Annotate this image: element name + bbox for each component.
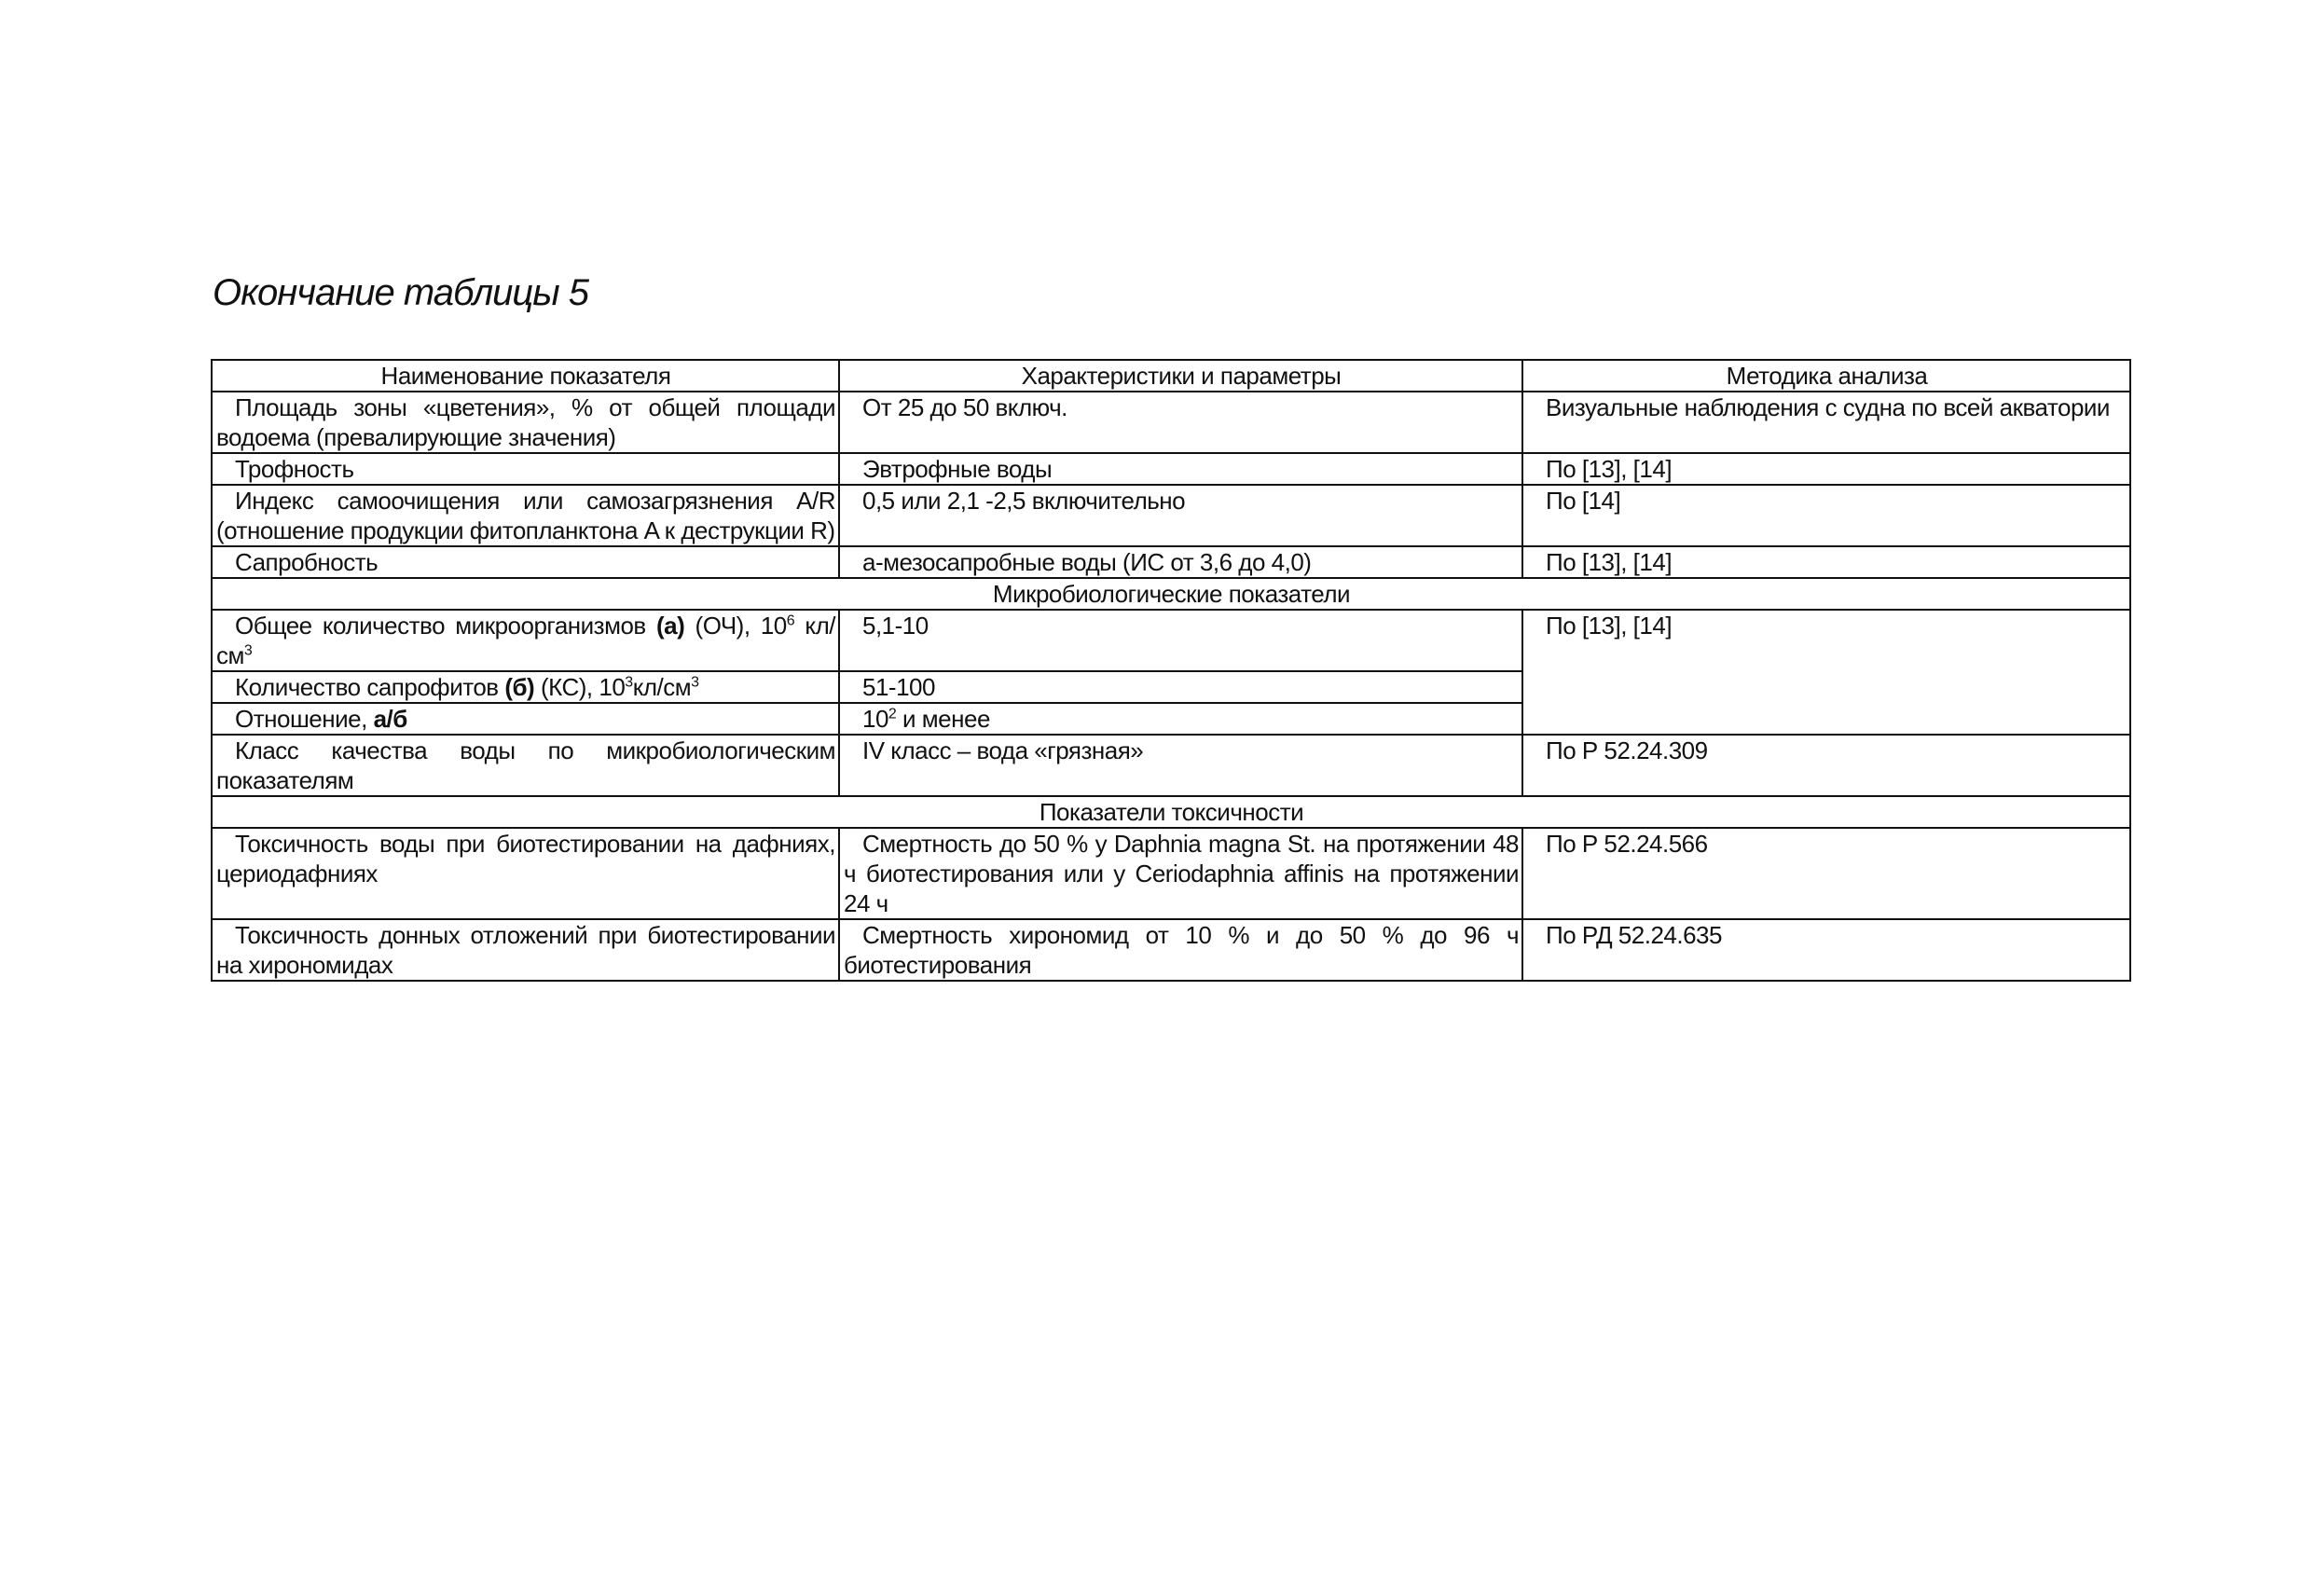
table-header-row [212,360,2130,392]
cell-params [839,703,1522,735]
cell-name [212,671,839,703]
name-text: Общее количество микроорганизмов [235,612,646,640]
name-unit-exponent: 3 [243,642,253,659]
name-marker-a: (а) [656,612,685,640]
header-analysis-method: Методика анализа [1522,360,2130,392]
cell-name: Индекс самоочищения или самозагрязнения A/R (отношение продукции фитопланктона A к деструкции R) [212,485,839,546]
name-exponent: 6 [786,612,795,629]
cell-params: Смертность хирономид от 10 % и до 50 % до 96 ч биотестирования [839,919,1522,981]
cell-name [212,610,839,671]
cell-method: По Р 52.24.309 [1522,735,2130,796]
table-row [212,828,2130,919]
name-abbrev: (ОЧ), [695,612,750,640]
cell-params: 0,5 или 2,1 -2,5 включительно [839,485,1522,546]
cell-method: По РД 52.24.635 [1522,919,2130,981]
name-unit-exponent: 3 [691,674,699,691]
cell-method: По [13], [14] [1522,453,2130,485]
cell-name: Сапробность [212,546,839,578]
name-marker-b: (б) [504,673,535,701]
cell-params: а-мезосапробные воды (ИС от 3,6 до 4,0) [839,546,1522,578]
indicators-table [211,359,2131,982]
cell-method: По [14] [1522,485,2130,546]
cell-name: Трофность [212,453,839,485]
name-unit: кл/см [216,612,835,669]
table-row [212,919,2130,981]
section-title: Микробиологические показатели [212,578,2130,610]
name-abbrev: (КС), 10 [540,673,626,701]
table-row [212,546,2130,578]
cell-params: Смертность до 50 % у Daphnia magna St. на протяжении 48 ч биотестирования или у Ceriodaphnia affinis на протяжении 24 ч [839,828,1522,919]
cell-name: Токсичность донных отложений при биотестировании на хирономидах [212,919,839,981]
params-text: и менее [896,705,990,733]
name-unit: кл/см [632,673,692,701]
table-row [212,485,2130,546]
name-exponent: 3 [625,674,633,691]
section-title: Показатели токсичности [212,796,2130,828]
cell-method: Визуальные наблюдения с судна по всей акватории [1522,392,2130,453]
cell-params: 5,1-10 [839,610,1522,671]
name-base: 10 [760,612,787,640]
cell-name [212,703,839,735]
params-exponent: 2 [888,706,897,722]
table-row [212,735,2130,796]
cell-params: Эвтрофные воды [839,453,1522,485]
table-row [212,610,2130,671]
cell-params: IV класс – вода «грязная» [839,735,1522,796]
cell-name: Площадь зоны «цветения», % от общей площади водоема (превалирующие значения) [212,392,839,453]
params-base: 10 [862,705,888,733]
section-row-toxicity [212,796,2130,828]
table-row [212,453,2130,485]
section-row-microbiological [212,578,2130,610]
cell-name: Токсичность воды при биотестировании на дафниях, цериодафниях [212,828,839,919]
cell-method: По [13], [14] [1522,610,2130,735]
cell-params: От 25 до 50 включ. [839,392,1522,453]
cell-params: 51-100 [839,671,1522,703]
name-text: Отношение, [235,705,367,733]
name-text: Количество сапрофитов [235,673,499,701]
cell-method: По [13], [14] [1522,546,2130,578]
header-characteristics: Характеристики и параметры [839,360,1522,392]
name-ratio: а/б [373,705,407,733]
table-row [212,392,2130,453]
cell-method: По Р 52.24.566 [1522,828,2130,919]
table-caption: Окончание таблицы 5 [213,272,589,313]
cell-name: Класс качества воды по микробиологическим показателям [212,735,839,796]
header-indicator-name: Наименование показателя [212,360,839,392]
